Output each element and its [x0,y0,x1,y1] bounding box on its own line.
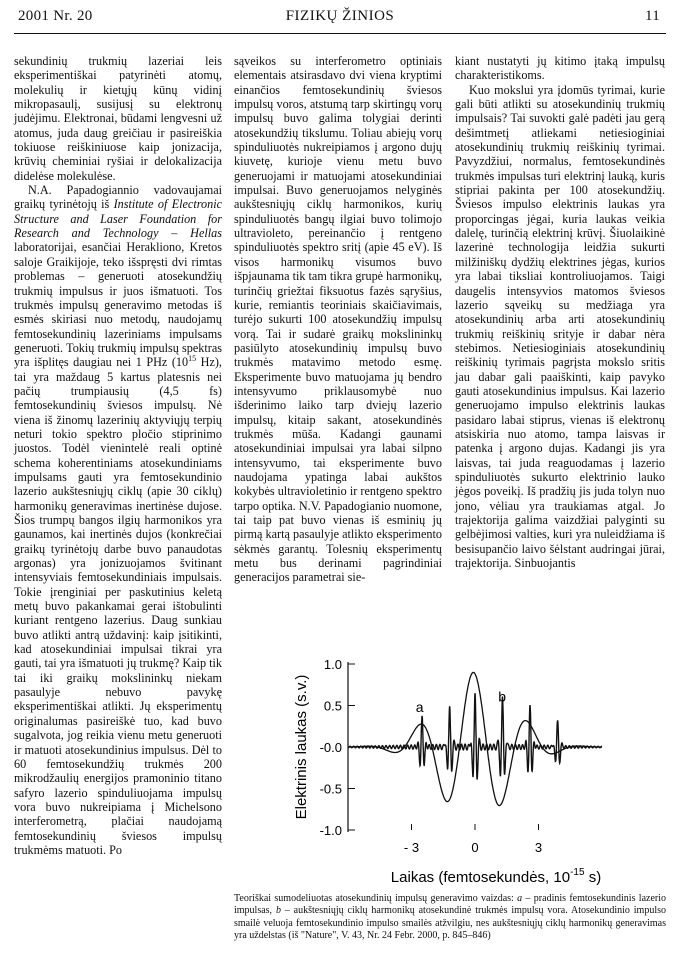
y-tick-label: -1.0 [319,823,342,838]
x-axis-label: Laikas (femtosekundės, $10^{-15}$ s) [390,867,602,886]
y-tick-label: -0.0 [319,740,342,755]
x-tick-label: 3 [534,840,543,855]
series-a-label: a [415,699,424,716]
series-a-line [348,672,602,805]
chart-svg [236,652,668,892]
chart-lines [348,672,602,805]
institute-name: Institute of Electronic Structure and Laser Foundation for Research and Technology – Hellas [14,197,222,241]
figure [236,652,668,892]
text-column-1 [14,54,222,857]
paragraph: N.A. Papadogiannio vadovaujamai graikų tyrinėtojų iš Institute of Electronic Structure and Laser Foundation for Research and Technology – Hellas laboratorijai, esančiai Herakliono, Kretos saloje Graikijoje, teko išspręsti dvi rimtas problemas – generuoti atosekundžių trukmių impulsus ir juos išmatuoti. Tos trukmės impulsų generavimo metodas iš esmės skiriasi nuo metodų, naudojamų femtosekundinių lazeriniams impulsams generuoti. Tokių trukmių impulsų spektras yra išplitęs daugiau nei 1 PHz ($10^{15}$ Hz), tai yra maždaug 5 kartus platesnis nei pačių trumpiausių (4,5 fs) femtosekundinių šviesos impulsų. Nė viena iš žinomų lazerinių aktyviųjų terpių neturi tokio spektro pločio stiprinimo juostos. Todėl vienintelė reali optinė schema koherentiniams atosekundiniams impulsams gauti yra femtosekundinio lazerio aukštesniųjų ciklų (apie 30 ciklų) harmonikų generavimas inertinėse dujose. Šios trumpų bangos ilgių harmonikos yra gaunamos, kai inertinės dujos (konkrečiai graikų tyrinėtojų darbe buvo panaudotas argonas) yra jonizuojamos švitinant intensyviais femtosekundiniais impulsais. Tokie įrenginiai per paskutinius keletą metų buvo pakankamai gerai ištobulinti kuriant rentgeno lazerius. Daug sunkiau buvo atlikti antrą uždavinį: kaip įsitikinti, kad atosekundiniai impulsai tikrai yra gauti, tai yra išmatuoti jų trukmę? Kaip tik tai iki graikų mokslininkų niekam pasaulyje nebuvo pavykę eksperimentiškai atlikti. Jų eksperimentų originalumas pasireiškė tuo, kad buvo sugalvota, jog reikia vienu metu generuoti ir matuoti atosekundinius impulsus. Dėl to 60 femtosekundžių trukmės 200 mikrodžaulių energijos pramoninio titano safyro lazerio spinduliuojama impulsų vora buvo nukreipiama į Michelsono interferometrą, plačiai naudojamą femtosekundinių šviesos impulsų trukmėms matuoti. Po [14,183,222,857]
header-rule [14,33,666,34]
x-tick-label: 0 [471,840,479,855]
page-number: 11 [644,8,660,24]
journal-title: FIZIKŲ ŽINIOS [285,8,395,24]
figure-caption: Teoriškai sumodeliuotas atosekundinių impulsų generavimo vaizdas: a – pradinis femtosekundinis lazerio impulsas, b – aukštesniųjų ciklų harmonikų atosekundinė trukmės impulsų vora. Atosekundinio impulso smailė veluoja femtosekundinio impulso smailės atžvilgiu, nes aukštesniųjų ciklų harmonikų generavimas yra uždelstas (iš "Nature", V. 43, Nr. 24 Febr. 2000, p. 845–846) [234,893,666,942]
y-tick-label: 0.5 [323,698,342,714]
paragraph: sekundinių trukmių lazeriai leis eksperimentiškai patyrinėti atomų, molekulių ir kietųjų kūnų vidinį mikropasaulį, susijusį su elektronų judėjimu. Elektronai, būdami lengvesni už atomus, juda daug greičiau ir pasireiškia tokiuose reiškiniuose kaip jonizacija, krūvių cheminiai ryšiai ir delokalizacija didelėse molekulėse. [14,54,222,183]
page-header [14,8,666,30]
x-tick-label: - 3 [403,840,420,855]
series-b-line [348,693,602,779]
y-tick-label: 1.0 [323,657,342,672]
paragraph: Kuo mokslui yra įdomūs tyrimai, kurie gali būti atlikti su atosekundinių trukmių impulsais? Tai suvokti galė padėti jau gerą dešimtmetį atliekami netiesioginiai atosekundinių trukmių reiškinių tyrimai. Pavyzdžiui, normalus, femtosekundinės trukmės impulsas turi elektrinį lauką, kuris stipriai pakinta per 100 atosekundžių. Šviesos impulso elektrinis laukas yra proporcingas jėgai, kuria laukas veikia dalelę, turinčią elektrinį krūvį. Šiuolaikinė lazerinė technologija leidžia sukurti milžiniškų dydžių elektrines jėgas, kurios yra labai tiksliai kontroliuojamos. Taigi daugelis intensyvios matomos šviesos lazerio sąveikų su medžiaga yra atosekundinių arba arti atosekundinių trukmių reiškinių srityje ir dabar nėra stebimos. Netiesioginiais atosekundinių reiškinių tyrimais pagrįsta mokslo sritis jau dabar gali paaiškinti, kaip pavyko gauti atosekundinius impulsus. Kai lazerio generuojamo impulso elektrinis laukas pasidaro labai stiprus, vienas iš elektronų atsiskiria nuo atomo, tampa laisvas ir patenka į argono dujas. Kadangi jis yra laisvas, tai juda reaguodamas į lazerio spinduliuotės sukurto elektrinio lauko jėgos poveikį. Iš pradžių jis juda tolyn nuo jono, vėliau yra traukiamas atgal. Jo trajektorija galima vaizdžiai palyginti su gelbėjimosi valties, kuri yra nuleidžiama iš besisupančio laivo šėlstant audringai jūrai, trajektorija. Sinbuojantis [455,82,665,571]
paragraph: kiant nustatyti jų kitimo įtaką impulsų charakteristikoms. [455,54,665,83]
text-column-3 [455,54,665,570]
y-tick-label: -0.5 [319,781,342,797]
series-b-label: b [498,688,507,705]
issue-label: 2001 Nr. 20 [18,8,93,24]
text-column-2 [234,54,442,585]
y-axis-label: Elektrinis laukas (s.v.) [293,674,310,820]
paragraph: sąveikos su interferometro optiniais elementais atsirasdavo dvi viena kryptimi einančios femtosekundinių šviesos impulsų voros, atstumą tarp skirtingų vorų impulsų buvo galima tolygiai derinti atosekundžių tikslumu. Toliau abiejų vorų spinduliuotės nukreipiamos į argono dujų kiuvetę, kurioje vienu metu buvo generuojami ir matuojami atosekundiniai impulsai. Buvo generuojamos nelyginės aukštesniųjų ciklų harmonikos, kurių spinduliuotės bangų ilgiai buvo tolimojo ultravioleto, pereinančio į rentgeno spinduliuotės spektro sritį (apie 45 eV). Iš visos harmonikų visumos buvo išpjaunama tik tam tikra grupė harmonikų, turinčių griežtai fiksuotus fazės sąryšius, kurie, remiantis teoriniais skaičiavimais, turėjo sukurti 100 atosekundžių impulsų vorą. Tai ir sudarė graikų mokslininkų pasiūlyto atosekundinių impulsų buvo trukmės matavimo metodo esmę. Eksperimente buvo matuojama jų bendro intensyvumo priklausomybė nuo išderinimo laiko tarp dviejų lazerio impulsų, kitaip sakant, atosekundinės trukmės mūša. Kadangi gaunami atosekundiniai impulsai yra labai silpno intensyvumo, tai eksperimente buvo naudojama ypatinga labai aukštos kokybės ultravioletinio ir rentgeno spektro tarpo optika. N.V. Papadogianio nuomone, tai taip pat buvo vienas iš esminių jų pirmą kartą pasaulyje atlikto eksperimento sėkmės garantų. Tolesnių eksperimentų metu bus derinami pagrindiniai generacijos parametrai sie- [234,54,442,585]
chart-axes [320,657,543,855]
